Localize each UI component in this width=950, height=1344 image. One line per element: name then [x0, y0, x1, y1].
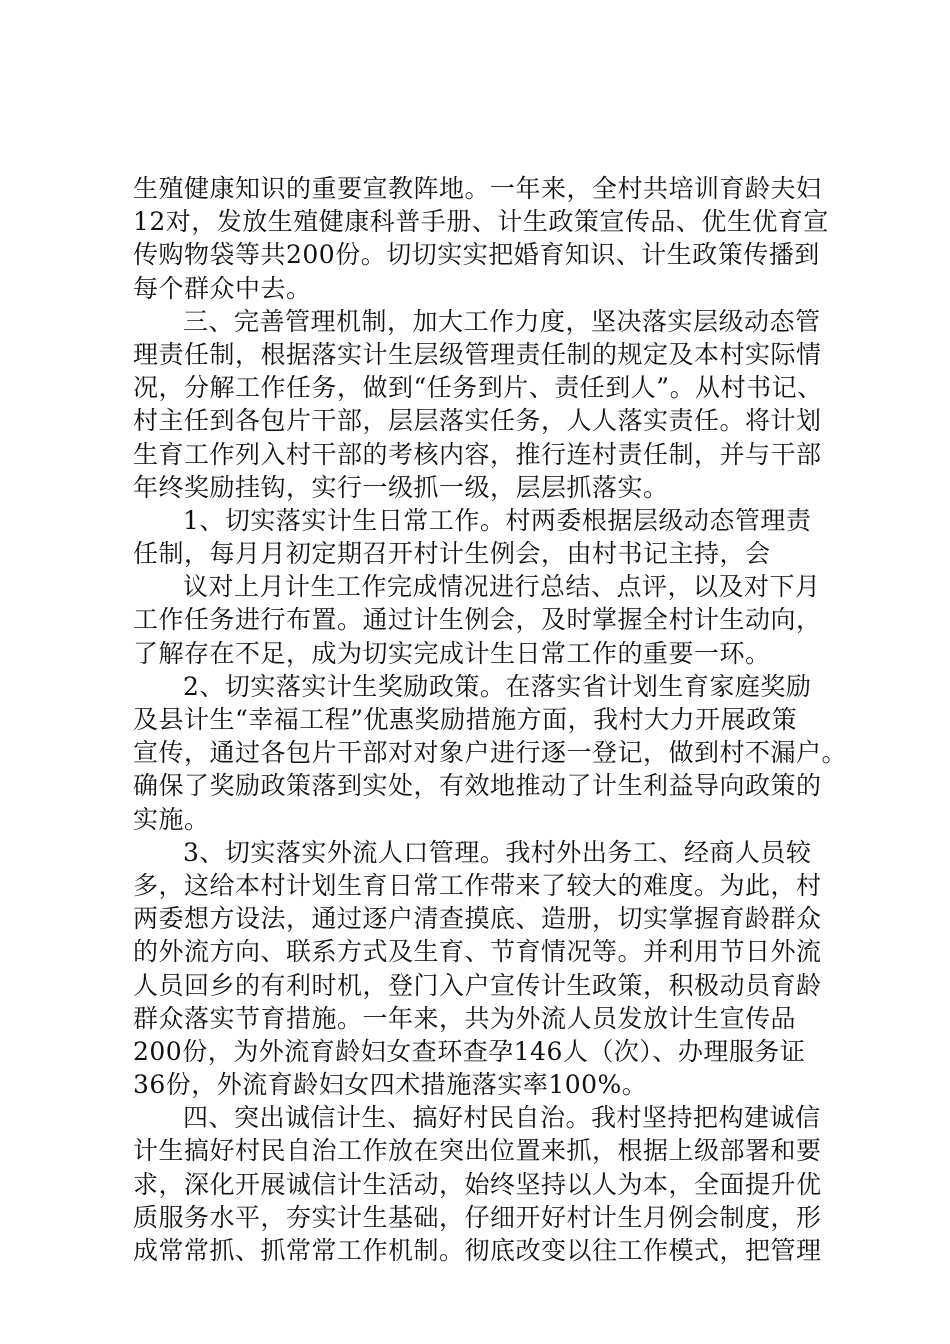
text-line: 及县计生“幸福工程”优惠奖励措施方面，我村大力开展政策 [133, 705, 798, 734]
text-line: 1、切实落实计生日常工作。村两委根据层级动态管理责 [183, 505, 812, 535]
text-line: 三、完善管理机制，加大工作力度，坚决落实层级动态管 [183, 306, 821, 336]
text-line: 成常常抓、抓常常工作机制。彻底改变以往工作模式，把管理 [133, 1236, 822, 1265]
text-line: 3、切实落实外流人口管理。我村外出务工、经商人员较 [183, 837, 812, 867]
text-line: 多，这给本村计划生育日常工作带来了较大的难度。为此，村 [133, 870, 822, 900]
text-line: 12对，发放生殖健康科普手册、计生政策宣传品、优生优育宣 [133, 207, 829, 237]
text-line: 确保了奖励政策落到实处，有效地推动了计生利益导向政策的 [133, 771, 822, 801]
text-line: 生育工作列入村干部的考核内容，推行连村责任制，并与干部 [133, 439, 822, 469]
text-line: 实施。 [133, 804, 210, 834]
text-line: 任制，每月月初定期召开村计生例会，由村书记主持，会 [133, 539, 771, 569]
text-line: 生殖健康知识的重要宣教阵地。一年来，全村共培训育龄夫妇 [133, 174, 822, 203]
text-line: 2、切实落实计生奖励政策。在落实省计划生育家庭奖励 [183, 671, 812, 701]
text-line: 36份，外流育龄妇女四术措施落实率100%。 [133, 1070, 648, 1100]
text-line: 人员回乡的有利时机，登门入户宣传计生政策，积极动员育龄 [133, 970, 822, 1000]
text-line: 况，分解工作任务，做到“任务到片、责任到人”。从村书记、 [133, 373, 823, 403]
text-line: 求，深化开展诚信计生活动，始终坚持以人为本，全面提升优 [133, 1169, 822, 1199]
text-line: 每个群众中去。 [133, 273, 312, 303]
text-line: 计生搞好村民自治工作放在突出位置来抓，根据上级部署和要 [133, 1136, 822, 1166]
text-line: 两委想方设法，通过逐户清查摸底、造册，切实掌握育龄群众 [133, 904, 822, 934]
text-line: 四、突出诚信计生、搞好村民自治。我村坚持把构建诚信 [183, 1103, 821, 1133]
text-line: 年终奖励挂钩，实行一级抓一级，层层抓落实。 [133, 472, 669, 502]
text-line: 工作任务进行布置。通过计生例会，及时掌握全村计生动向， [133, 605, 822, 635]
text-line: 群众落实节育措施。一年来，共为外流人员发放计生宣传品 [133, 1003, 797, 1033]
text-line: 理责任制，根据落实计生层级管理责任制的规定及本村实际情 [133, 339, 822, 369]
text-line: 质服务水平，夯实计生基础，仔细开好村计生月例会制度，形 [133, 1202, 822, 1232]
text-line: 村主任到各包片干部，层层落实任务，人人落实责任。将计划 [133, 406, 822, 436]
text-line: 议对上月计生工作完成情况进行总结、点评，以及对下月 [183, 572, 821, 602]
text-line: 传购物袋等共200份。切切实实把婚育知识、计生政策传播到 [133, 240, 820, 270]
text-line: 的外流方向、联系方式及生育、节育情况等。并利用节日外流 [133, 937, 822, 967]
text-line: 宣传，通过各包片干部对对象户进行逐一登记，做到村不漏户。 [133, 738, 848, 768]
text-line: 了解存在不足，成为切实完成计生日常工作的重要一环。 [133, 638, 771, 668]
text-line: 200份，为外流育龄妇女查环查孕146人（次）、办理服务证 [133, 1036, 806, 1066]
document-body [133, 172, 848, 1267]
